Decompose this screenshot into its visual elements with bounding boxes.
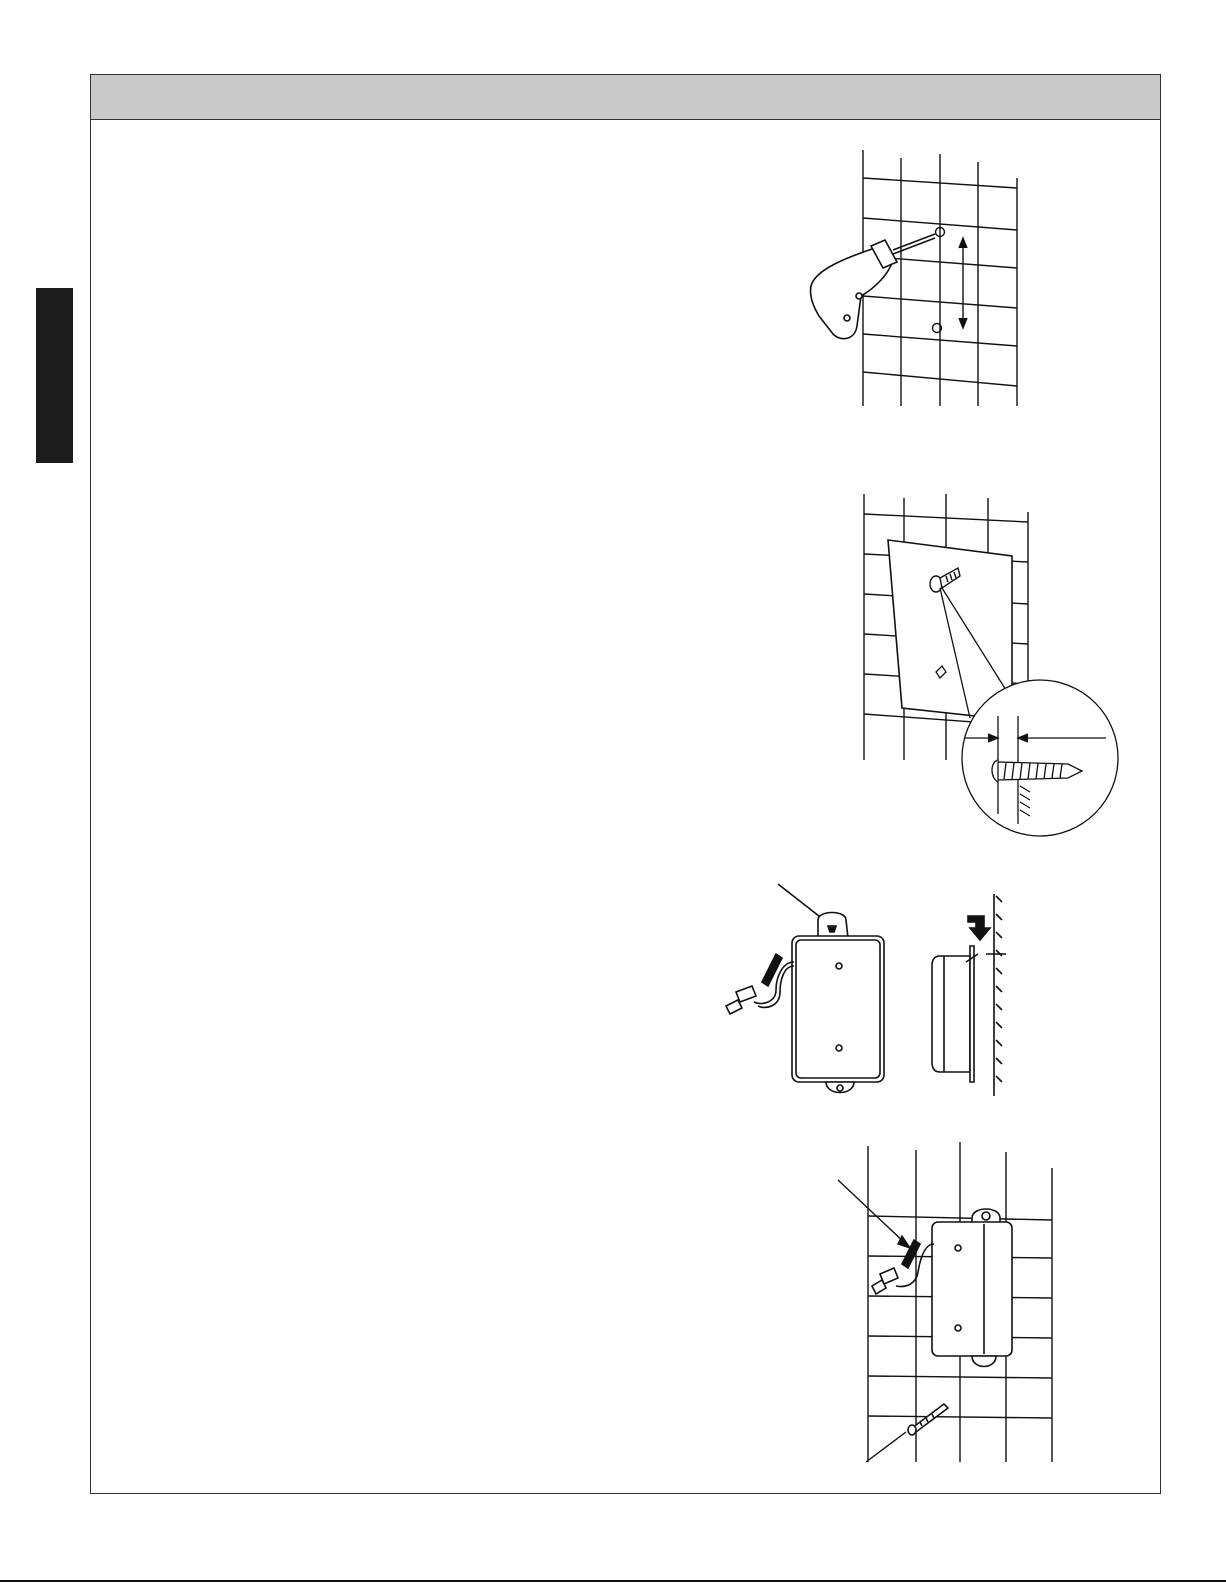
section-tab	[36, 288, 73, 463]
power-supply-icon	[726, 884, 884, 1093]
panel-header	[91, 75, 1160, 120]
footer-rule	[0, 1580, 1226, 1582]
screw-into-wall-figure	[860, 492, 1120, 840]
drill-icon	[810, 234, 935, 339]
power-supply-mounted-figure	[836, 1140, 1058, 1466]
power-supply-unit-figure	[722, 882, 1044, 1100]
mounted-power-supply-icon	[872, 1209, 1012, 1435]
drill-holes-in-wall-figure	[805, 148, 1030, 410]
